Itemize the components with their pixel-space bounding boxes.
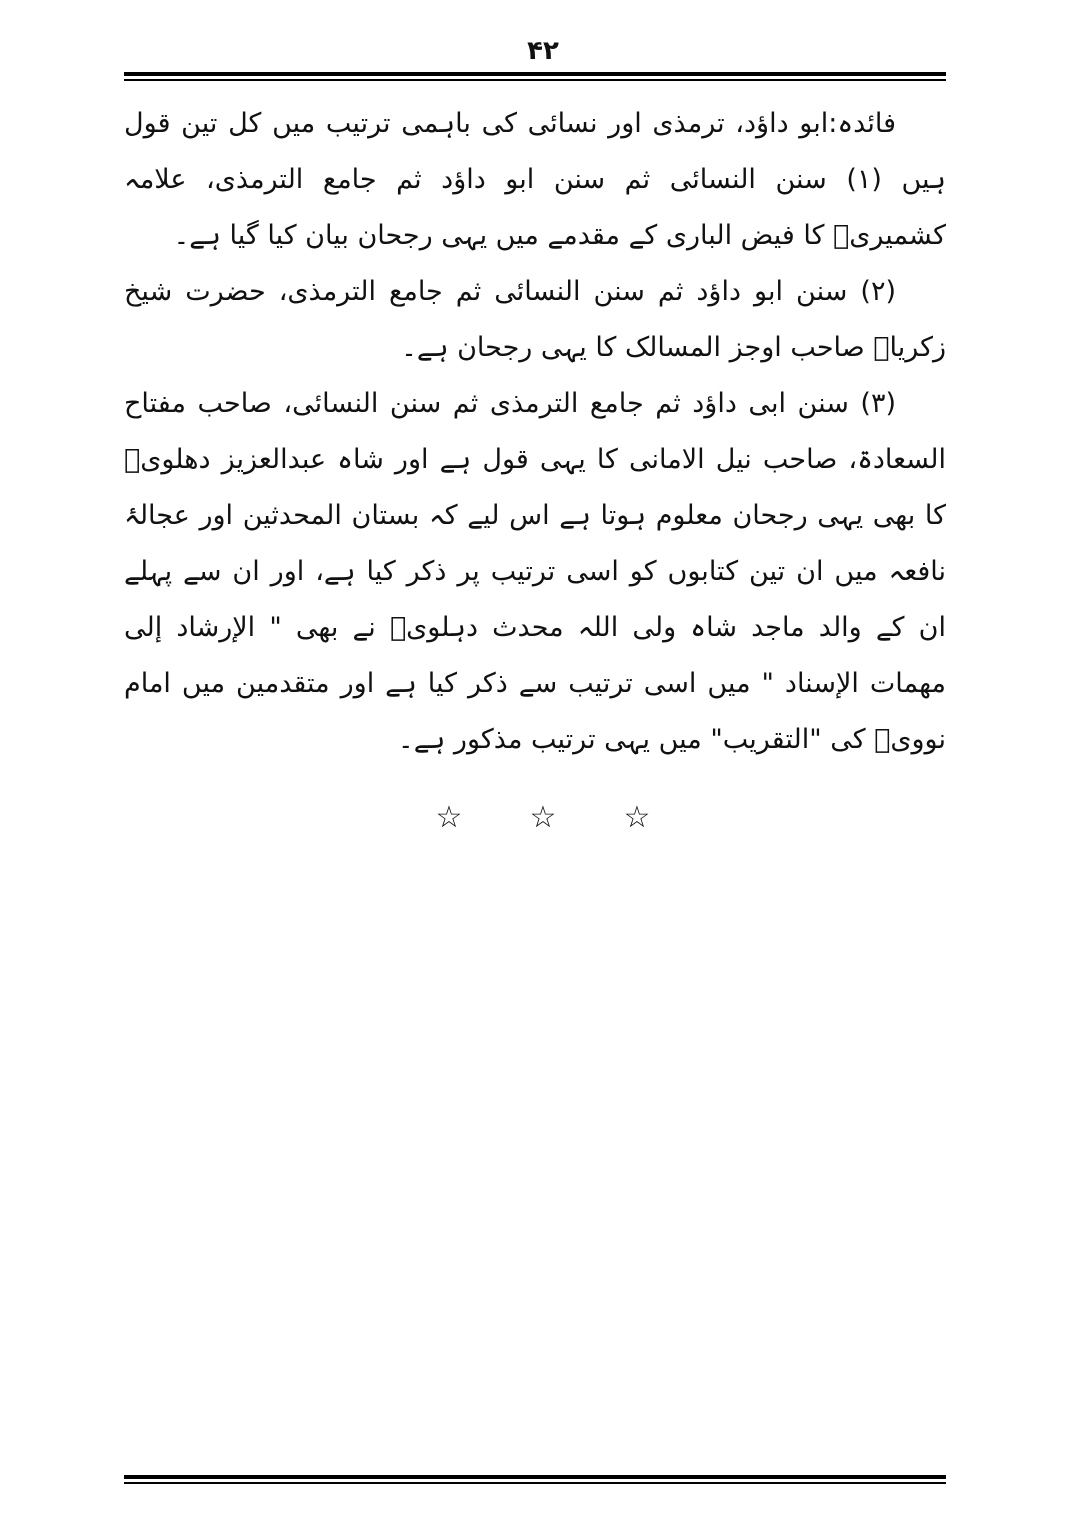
star-icon: ☆ [435, 800, 463, 835]
header-rule-thin-line [124, 79, 946, 81]
footer-rule-thin-line [124, 1482, 946, 1484]
header-rule [124, 72, 946, 82]
header-rule-thick-line [124, 72, 946, 76]
star-icon: ☆ [623, 800, 651, 835]
paragraph-fayda: فائدہ:ابو داؤد، ترمذی اور نسائی کی باہمی ترتیب میں کل تین قول ہیں (۱) سنن النسائی ثم سنن ابو داؤد ثم جامع الترمذی، علامہ کشمیریؒ کا فیض الباری کے مقدمے میں یہی رجحان بیان کیا گیا ہے۔ [124, 108, 946, 251]
body-text [124, 96, 946, 768]
section-divider [0, 800, 1086, 835]
paragraph-second-opinion: (۲) سنن ابو داؤد ثم سنن النسائی ثم جامع الترمذی، حضرت شیخ زکریاؒ صاحب اوجز المسالک کا یہی رجحان ہے۔ [124, 276, 946, 363]
page-number: ۴۲ [527, 36, 559, 66]
star-icon: ☆ [529, 800, 557, 835]
footer-rule-thick-line [124, 1475, 946, 1479]
footer-rule [124, 1475, 946, 1485]
paragraph-third-opinion: (۳) سنن ابی داؤد ثم جامع الترمذی ثم سنن النسائی، صاحب مفتاح السعادۃ، صاحب نیل الامانی کا یہی قول ہے اور شاہ عبدالعزیز دھلویؒ کا بھی یہی رجحان معلوم ہوتا ہے اس لیے کہ بستان المحدثین اور عجالۂ نافعہ میں ان تین کتابوں کو اسی ترتیب پر ذکر کیا ہے، اور ان سے پہلے ان کے والد ماجد شاہ ولی اللہ محدث دہلویؒ نے بھی " الإرشاد إلی مهمات الإسناد " میں اسی ترتیب سے ذکر کیا ہے اور متقدمین میں امام نوویؒ کی "التقریب" میں یہی ترتیب مذکور ہے۔ [124, 388, 946, 755]
